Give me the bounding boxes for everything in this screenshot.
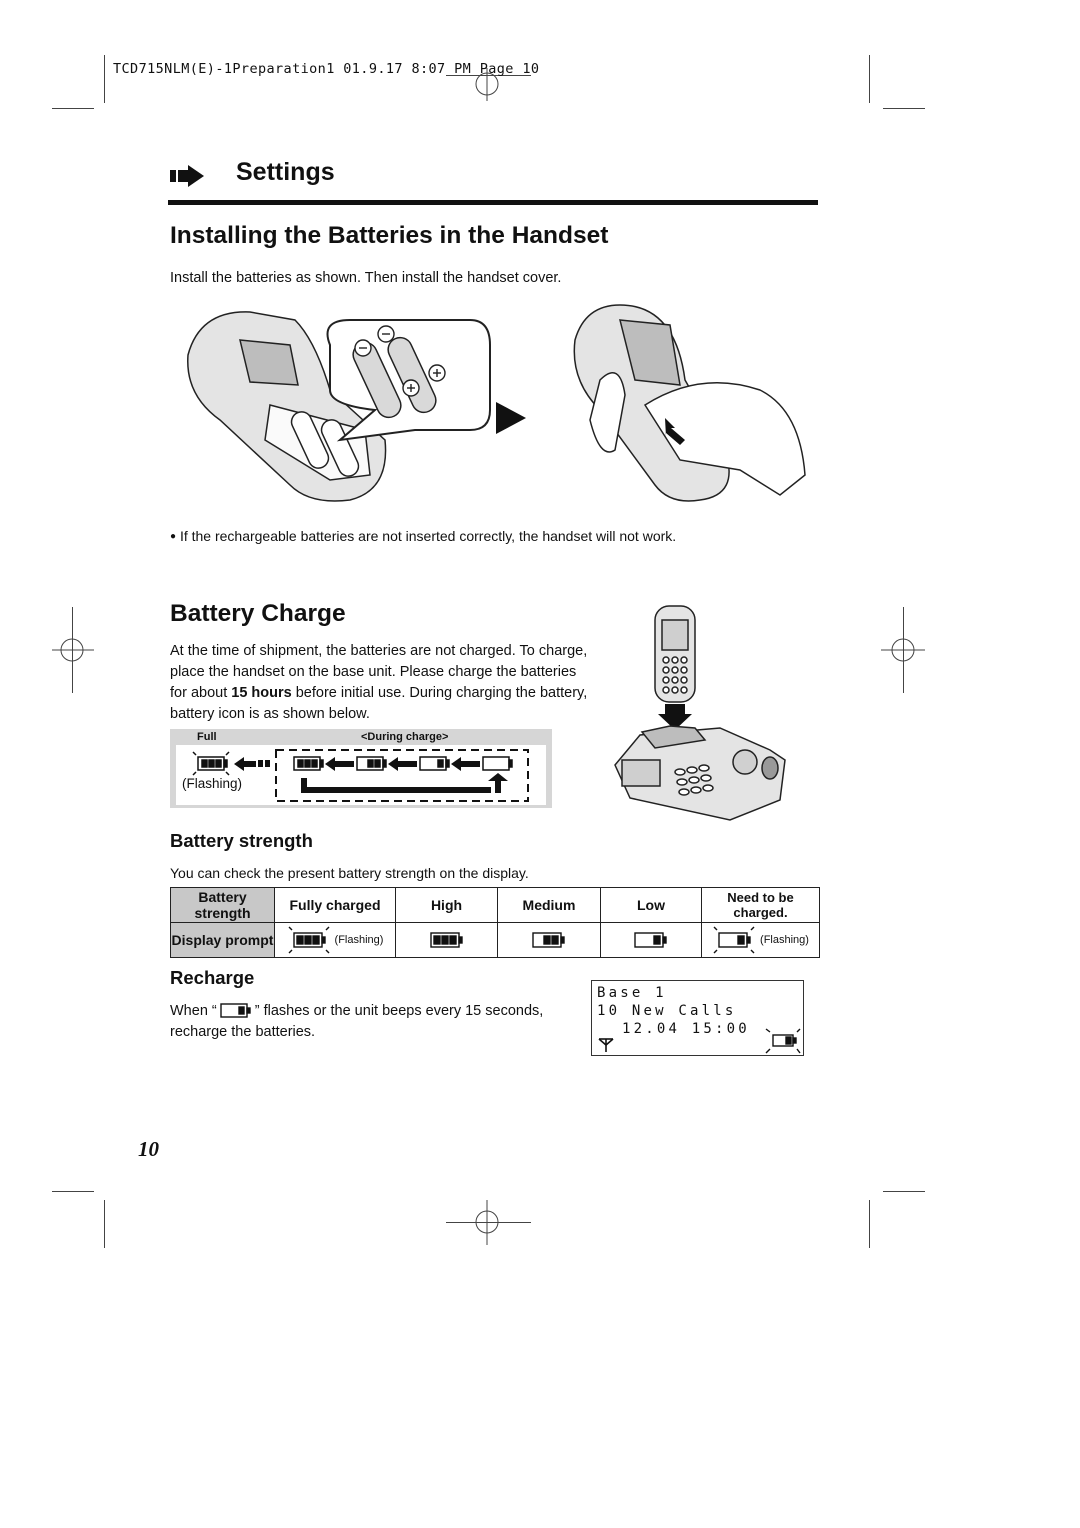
page-number: 10 <box>138 1137 159 1161</box>
lcd-display <box>591 980 804 1056</box>
level-high: High <box>396 888 498 923</box>
bullet-icon: ● <box>170 531 177 542</box>
section-rule <box>168 200 818 205</box>
row-header-display: Display prompt <box>171 923 275 958</box>
antenna-icon <box>598 1037 614 1053</box>
recharge-line-1: When “ ” flashes or the unit beeps every 15 seconds, <box>170 1003 544 1019</box>
battery-icon <box>287 925 331 955</box>
level-need-charge: Need to be charged. <box>702 888 820 923</box>
battery-install-illustration <box>180 300 820 510</box>
triangle-right-icon <box>496 402 526 434</box>
display-high <box>396 923 498 958</box>
battery-icon <box>429 930 465 950</box>
charge-line-2: place the handset on the base unit. Please charge the batteries <box>170 664 577 680</box>
install-intro: Install the batteries as shown. Then install the handset cover. <box>170 270 562 286</box>
lcd-line-1: Base 1 <box>597 985 667 1001</box>
battery-strength-title: Battery strength <box>170 830 313 851</box>
print-header: TCD715NLM(E)-1Preparation1 01.9.17 8:07 PM Page 10 <box>113 61 540 77</box>
handset-on-base-illustration <box>610 600 800 825</box>
recharge-text <box>170 1001 543 1043</box>
display-low <box>601 923 702 958</box>
charge-line-4: battery icon is as shown below. <box>170 706 370 722</box>
recharge-line-2: recharge the batteries. <box>170 1024 316 1040</box>
table-row <box>171 888 820 923</box>
flashing-note: (Flashing) <box>760 934 809 946</box>
install-note <box>170 526 676 547</box>
battery-icon <box>712 925 756 955</box>
battery-charge-title: Battery Charge <box>170 600 346 627</box>
level-medium: Medium <box>498 888 601 923</box>
install-note-text: If the rechargeable batteries are not inserted correctly, the handset will not work. <box>179 528 677 544</box>
level-low: Low <box>601 888 702 923</box>
battery-strength-intro: You can check the present battery strength on the display. <box>170 865 529 881</box>
display-medium <box>498 923 601 958</box>
battery-icon <box>633 930 669 950</box>
lcd-line-2: 10 New Calls <box>597 1003 737 1019</box>
battery-icon <box>531 930 567 950</box>
recharge-title: Recharge <box>170 967 255 988</box>
arrow-right-icon <box>170 165 204 187</box>
battery-icon <box>219 1002 253 1020</box>
install-title: Installing the Batteries in the Handset <box>170 222 609 249</box>
charge-line-3: for about 15 hours before initial use. During charging the battery, <box>170 685 588 701</box>
lcd-line-3: 12.04 15:00 <box>622 1021 750 1037</box>
during-charge-label: <During charge> <box>361 731 449 743</box>
section-title: Settings <box>236 158 335 186</box>
battery-charge-paragraph <box>170 641 590 725</box>
display-need-charge <box>702 923 820 958</box>
table-row <box>171 923 820 958</box>
flashing-label: (Flashing) <box>182 776 243 791</box>
level-fully-charged: Fully charged <box>275 888 396 923</box>
display-fully-charged <box>275 923 396 958</box>
battery-icon <box>764 1027 804 1055</box>
flashing-note: (Flashing) <box>334 934 384 946</box>
battery-strength-table <box>170 887 820 958</box>
full-label: Full <box>197 731 217 743</box>
charge-sequence-icons <box>176 745 546 805</box>
charge-line-1: At the time of shipment, the batteries are not charged. To charge, <box>170 643 588 659</box>
row-header-strength: Battery strength <box>171 888 275 923</box>
